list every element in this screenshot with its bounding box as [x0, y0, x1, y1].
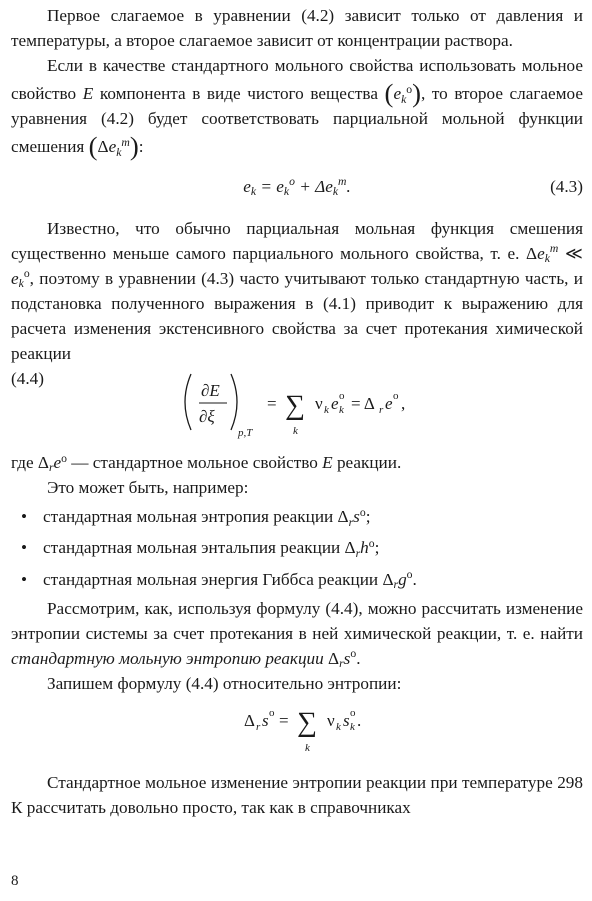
- svg-text:∂E: ∂E: [201, 381, 220, 401]
- svg-text:s: s: [262, 710, 269, 730]
- svg-text:k: k: [305, 741, 310, 754]
- svg-text:∑: ∑: [285, 390, 305, 422]
- paragraph-2: Если в качестве стандартного мольного свойства использовать мольное свойство E компонента в виде чистого вещества $(e_k^o)$, то второе слагаемое уравнения (4.2) будет соответствовать парциальной мольной функции смешения $(\Delta e_k^m)$:: [11, 56, 583, 162]
- svg-text:k: k: [339, 404, 344, 417]
- page-content: [11, 3, 583, 820]
- svg-text:o: o: [339, 390, 345, 403]
- svg-text:k: k: [293, 425, 298, 438]
- svg-text:∂ξ: ∂ξ: [199, 407, 215, 427]
- paragraph-1: Первое слагаемое в уравнении (4.2) зависит только от давления и температуры, а второе слагаемое зависит от концентрации раствора.: [11, 6, 583, 51]
- paragraph-5: Рассмотрим, как, используя формулу (4.4), можно рассчитать изменение энтропии системы за счет протекания в ней химической реакции, т. е. найти стандартную мольную энтропию реакции $\Delta_rs^o$.: [11, 598, 583, 671]
- svg-text:ν: ν: [327, 710, 335, 730]
- svg-text:o: o: [350, 706, 356, 719]
- svg-text:∑: ∑: [297, 706, 317, 738]
- svg-text:k: k: [350, 720, 355, 733]
- paragraph-6: Запишем формулу (4.4) относительно энтропии:: [47, 673, 402, 693]
- svg-text:=: =: [267, 394, 277, 414]
- list-item: • стандартная мольная энтропия реакции $\Delta_rs^o$;: [11, 504, 583, 529]
- equation-number: (4.4): [11, 369, 44, 389]
- svg-text:k: k: [324, 404, 329, 417]
- list-item: • стандартная мольная энтальпия реакции $\Delta_rh^o$;: [11, 535, 583, 560]
- svg-text:p,T: p,T: [238, 427, 253, 440]
- entropy-equation-formula: [11, 696, 583, 758]
- svg-text:.: .: [357, 710, 362, 730]
- equation-4-4-formula: [11, 366, 583, 450]
- where-line: где $\Delta_re^o$ — стандартное мольное свойство E реакции.: [11, 451, 402, 475]
- svg-text:o: o: [269, 706, 275, 719]
- svg-text:r: r: [256, 720, 261, 733]
- svg-text:k: k: [336, 720, 341, 733]
- svg-text:=: =: [279, 710, 289, 730]
- svg-text:r: r: [379, 404, 384, 417]
- svg-text:= Δ: = Δ: [351, 394, 375, 414]
- paragraph-3: Известно, что обычно парциальная мольная функция смешения существенно меньше самого парциального мольного свойства, т. е. $\Delta e_k^m$ ≪ $e_k^o$, поэтому в уравнении (4.3) часто учитывают только стандартную часть, и подстановка полученного выражения в (4.1) приводит к выражению для расчета изменения экстенсивного свойства за счет протекания химической реакции: [11, 218, 583, 364]
- svg-text:e: e: [331, 394, 339, 414]
- equation-4-4: [11, 366, 583, 450]
- svg-text:e: e: [385, 394, 393, 414]
- list-item: • стандартная мольная энергия Гиббса реакции $\Delta_rg^o$.: [11, 567, 583, 592]
- svg-text:s: s: [343, 710, 350, 730]
- svg-text:ν: ν: [315, 394, 323, 414]
- equation-number: (4.3): [550, 176, 583, 196]
- svg-text:Δ: Δ: [244, 710, 255, 730]
- equation-4-3: $e_k = e_k^o + \Delta e_k^m$. (4.3): [243, 175, 583, 198]
- paragraph-7: Стандартное мольное изменение энтропии реакции при температуре 298 К рассчитать довольно просто, так как в справочниках: [11, 772, 583, 818]
- entropy-equation: [11, 696, 583, 758]
- svg-text:,: ,: [401, 394, 406, 414]
- page-number: 8: [11, 873, 19, 889]
- svg-text:o: o: [393, 390, 399, 403]
- example-intro: Это может быть, например:: [47, 478, 249, 498]
